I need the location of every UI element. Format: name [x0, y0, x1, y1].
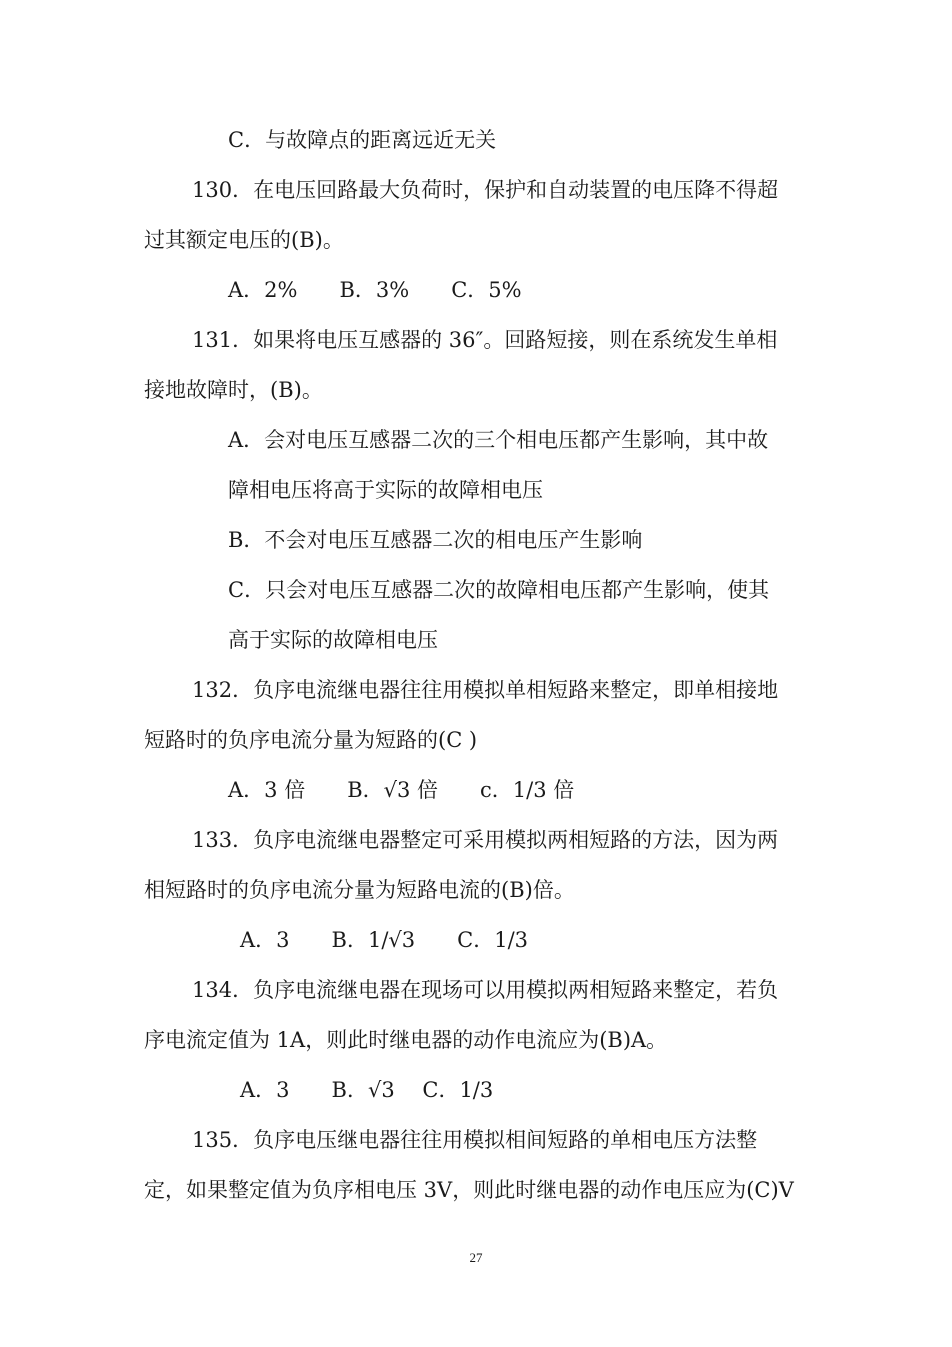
option-line: C．只会对电压互感器二次的故障相电压都产生影响，使其 — [228, 578, 770, 602]
question-134-line: 序电流定值为 1A，则此时继电器的动作电流应为(B)A。 — [144, 1028, 668, 1052]
options-line: A．3 B．1/√3 C．1/3 — [240, 928, 529, 952]
option-line: A．会对电压互感器二次的三个相电压都产生影响，其中故 — [228, 428, 769, 452]
option-line: 障相电压将高于实际的故障相电压 — [228, 478, 543, 502]
question-133-line: 相短路时的负序电流分量为短路电流的(B)倍。 — [144, 878, 575, 902]
option-line: B．不会对电压互感器二次的相电压产生影响 — [228, 528, 643, 552]
question-132-line: 132．负序电流继电器往往用模拟单相短路来整定，即单相接地 — [192, 678, 779, 702]
option-line: 高于实际的故障相电压 — [228, 628, 438, 652]
question-130-line: 过其额定电压的(B)。 — [144, 228, 344, 252]
question-135-line: 定，如果整定值为负序相电压 3V，则此时继电器的动作电压应为(C)V — [144, 1178, 794, 1202]
question-132-line: 短路时的负序电流分量为短路的(C ) — [144, 728, 478, 752]
question-131-line: 接地故障时，(B)。 — [144, 378, 323, 402]
question-133-line: 133．负序电流继电器整定可采用模拟两相短路的方法，因为两 — [192, 828, 779, 852]
question-134-line: 134．负序电流继电器在现场可以用模拟两相短路来整定，若负 — [192, 978, 779, 1002]
question-135-line: 135．负序电压继电器往往用模拟相间短路的单相电压方法整 — [192, 1128, 758, 1152]
question-130-line: 130．在电压回路最大负荷时，保护和自动装置的电压降不得超 — [192, 178, 779, 202]
options-line: A．2% B．3% C．5% — [228, 278, 522, 302]
options-line: A．3 B．√3 C．1/3 — [240, 1078, 494, 1102]
question-131-line: 131．如果将电压互感器的 36″。回路短接，则在系统发生单相 — [192, 328, 778, 352]
option-line: C．与故障点的距离远近无关 — [228, 128, 497, 152]
options-line: A．3 倍 B．√3 倍 c．1/3 倍 — [228, 778, 575, 802]
page-number: 27 — [469, 1250, 483, 1265]
